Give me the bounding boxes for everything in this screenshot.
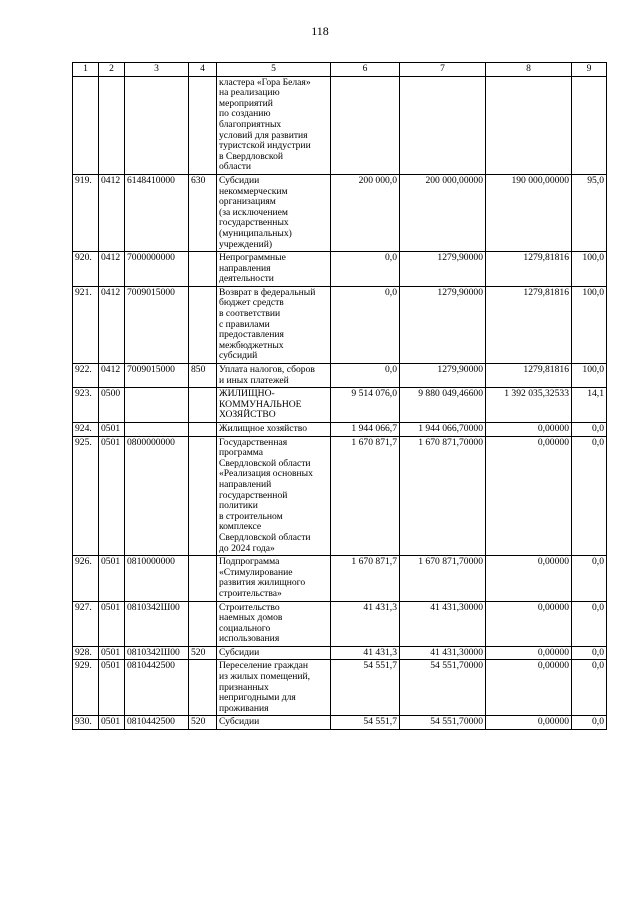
- approved-amount-cell: 0,0: [331, 286, 400, 363]
- description-cell: [217, 436, 331, 556]
- approved-amount-cell: 0,0: [331, 252, 400, 287]
- column-header-6: 6: [331, 63, 400, 77]
- description-line: межбюджетных: [219, 339, 284, 351]
- section-code-cell: 0412: [99, 252, 125, 287]
- description-line: Государственная: [219, 436, 288, 448]
- section-code-cell: 0500: [99, 388, 125, 423]
- description-line: непригодными для: [219, 692, 296, 704]
- target-article-cell: [125, 76, 189, 174]
- target-article-cell: 6148410000: [125, 174, 189, 251]
- approved-amount-cell: 41 431,3: [331, 646, 400, 660]
- refined-amount-cell: 1 944 066,70000: [400, 423, 486, 437]
- expense-type-cell: 850: [189, 364, 217, 388]
- table-row: [73, 716, 607, 730]
- column-header-7: 7: [400, 63, 486, 77]
- description-line: «Стимулирование: [219, 566, 293, 578]
- section-code-cell: 0412: [99, 364, 125, 388]
- target-article-cell: 0810442500: [125, 660, 189, 716]
- description-line: Свердловской области: [219, 531, 311, 543]
- column-header-3: 3: [125, 63, 189, 77]
- expense-type-cell: [189, 286, 217, 363]
- row-number-cell: 926.: [73, 556, 99, 601]
- target-article-cell: 7009015000: [125, 364, 189, 388]
- section-code-cell: 0501: [99, 436, 125, 556]
- expense-type-cell: [189, 556, 217, 601]
- executed-amount-cell: 1 392 035,32533: [486, 388, 572, 423]
- table-row: [73, 423, 607, 437]
- execution-percent-cell: 0,0: [572, 716, 607, 730]
- description-line: проживания: [219, 702, 269, 714]
- column-header-4: 4: [189, 63, 217, 77]
- executed-amount-cell: 0,00000: [486, 646, 572, 660]
- column-header-2: 2: [99, 63, 125, 77]
- target-article-cell: 7009015000: [125, 286, 189, 363]
- execution-percent-cell: 0,0: [572, 556, 607, 601]
- description-line: комплексе: [219, 521, 262, 533]
- table-row: [73, 388, 607, 423]
- section-code-cell: 0501: [99, 556, 125, 601]
- description-line: области: [219, 161, 252, 173]
- expense-type-cell: 520: [189, 646, 217, 660]
- description-line: кластера «Гора Белая»: [219, 76, 311, 88]
- table-row: [73, 252, 607, 287]
- row-number-cell: 925.: [73, 436, 99, 556]
- description-line: и иных платежей: [219, 374, 289, 386]
- expense-type-cell: 630: [189, 174, 217, 251]
- description-cell: [217, 716, 331, 730]
- approved-amount-cell: 0,0: [331, 364, 400, 388]
- description-line: в строительном: [219, 510, 283, 522]
- description-cell: [217, 252, 331, 287]
- description-line: в Свердловской: [219, 150, 284, 162]
- refined-amount-cell: 1279,90000: [400, 364, 486, 388]
- execution-percent-cell: 100,0: [572, 364, 607, 388]
- approved-amount-cell: 54 551,7: [331, 660, 400, 716]
- description-cell: [217, 601, 331, 646]
- refined-amount-cell: 1 670 871,70000: [400, 436, 486, 556]
- description-line: организациям: [219, 196, 276, 208]
- execution-percent-cell: 95,0: [572, 174, 607, 251]
- execution-percent-cell: 0,0: [572, 436, 607, 556]
- executed-amount-cell: 190 000,00000: [486, 174, 572, 251]
- approved-amount-cell: 1 670 871,7: [331, 436, 400, 556]
- approved-amount-cell: 1 670 871,7: [331, 556, 400, 601]
- executed-amount-cell: 0,00000: [486, 660, 572, 716]
- description-line: субсидий: [219, 350, 258, 362]
- description-line: «Реализация основных: [219, 468, 313, 480]
- approved-amount-cell: 200 000,0: [331, 174, 400, 251]
- approved-amount-cell: 54 551,7: [331, 716, 400, 730]
- description-line: Непрограммные: [219, 252, 286, 264]
- table-row: [73, 660, 607, 716]
- executed-amount-cell: 0,00000: [486, 556, 572, 601]
- description-line: предоставления: [219, 329, 284, 341]
- target-article-cell: 0810000000: [125, 556, 189, 601]
- target-article-cell: [125, 423, 189, 437]
- description-line: ХОЗЯЙСТВО: [219, 409, 276, 421]
- target-article-cell: 0810442500: [125, 716, 189, 730]
- column-header-9: 9: [572, 63, 607, 77]
- section-code-cell: 0501: [99, 601, 125, 646]
- description-line: Уплата налогов, сборов: [219, 364, 315, 376]
- description-line: из жилых помещений,: [219, 671, 311, 683]
- refined-amount-cell: 200 000,00000: [400, 174, 486, 251]
- execution-percent-cell: 0,0: [572, 646, 607, 660]
- expense-type-cell: 520: [189, 716, 217, 730]
- description-cell: [217, 556, 331, 601]
- description-line: Жилищное хозяйство: [219, 423, 308, 434]
- description-cell: [217, 364, 331, 388]
- description-line: наемных домов: [219, 612, 283, 624]
- description-cell: [217, 174, 331, 251]
- approved-amount-cell: 1 944 066,7: [331, 423, 400, 437]
- refined-amount-cell: 9 880 049,46600: [400, 388, 486, 423]
- execution-percent-cell: 100,0: [572, 286, 607, 363]
- refined-amount-cell: 41 431,30000: [400, 646, 486, 660]
- row-number-cell: 919.: [73, 174, 99, 251]
- section-code-cell: 0501: [99, 646, 125, 660]
- description-cell: [217, 646, 331, 660]
- target-article-cell: 0800000000: [125, 436, 189, 556]
- expense-type-cell: [189, 252, 217, 287]
- description-line: на реализацию: [219, 87, 280, 99]
- description-line: использования: [219, 633, 280, 645]
- description-line: Строительство: [219, 601, 280, 613]
- row-number-cell: 928.: [73, 646, 99, 660]
- target-article-cell: 0810342Ш00: [125, 601, 189, 646]
- approved-amount-cell: 9 514 076,0: [331, 388, 400, 423]
- column-header-8: 8: [486, 63, 572, 77]
- section-code-cell: [99, 76, 125, 174]
- description-cell: [217, 388, 331, 423]
- execution-percent-cell: 0,0: [572, 660, 607, 716]
- page-number: 118: [311, 24, 329, 38]
- description-line: КОММУНАЛЬНОЕ: [219, 398, 302, 410]
- executed-amount-cell: 1279,81816: [486, 252, 572, 287]
- description-line: учреждений): [219, 238, 273, 250]
- refined-amount-cell: 1279,90000: [400, 252, 486, 287]
- description-line: Свердловской области: [219, 457, 311, 469]
- description-line: Субсидии: [219, 646, 260, 658]
- section-code-cell: 0501: [99, 716, 125, 730]
- description-line: Подпрограмма: [219, 556, 280, 568]
- table-row: [73, 601, 607, 646]
- description-line: строительства»: [219, 587, 282, 599]
- description-line: развития жилищного: [219, 577, 306, 589]
- description-line: Переселение граждан: [219, 660, 308, 672]
- description-line: (за исключением: [219, 206, 288, 218]
- column-header-1: 1: [73, 63, 99, 77]
- description-line: Возврат в федеральный: [219, 286, 316, 298]
- row-number-cell: 924.: [73, 423, 99, 437]
- row-number-cell: 922.: [73, 364, 99, 388]
- description-cell: [217, 76, 331, 174]
- description-line: направления: [219, 262, 271, 274]
- description-cell: [217, 660, 331, 716]
- row-number-cell: [73, 76, 99, 174]
- description-line: Субсидии: [219, 716, 260, 728]
- executed-amount-cell: 0,00000: [486, 436, 572, 556]
- description-line: бюджет средств: [219, 297, 284, 309]
- description-line: (муниципальных): [219, 227, 292, 239]
- description-line: до 2024 года»: [219, 542, 275, 554]
- row-number-cell: 930.: [73, 716, 99, 730]
- target-article-cell: 0810342Ш00: [125, 646, 189, 660]
- executed-amount-cell: 0,00000: [486, 423, 572, 437]
- row-number-cell: 921.: [73, 286, 99, 363]
- row-number-cell: 927.: [73, 601, 99, 646]
- description-line: политики: [219, 500, 258, 512]
- expense-type-cell: [189, 601, 217, 646]
- execution-percent-cell: 0,0: [572, 601, 607, 646]
- execution-percent-cell: 14,1: [572, 388, 607, 423]
- table-row: [73, 436, 607, 556]
- refined-amount-cell: 54 551,70000: [400, 660, 486, 716]
- executed-amount-cell: 0,00000: [486, 601, 572, 646]
- executed-amount-cell: [486, 76, 572, 174]
- row-number-cell: 929.: [73, 660, 99, 716]
- section-code-cell: 0412: [99, 174, 125, 251]
- description-cell: [217, 423, 331, 437]
- description-line: социального: [219, 622, 271, 634]
- execution-percent-cell: 100,0: [572, 252, 607, 287]
- expense-type-cell: [189, 436, 217, 556]
- description-line: программа: [219, 447, 264, 459]
- expense-type-cell: [189, 660, 217, 716]
- executed-amount-cell: 0,00000: [486, 716, 572, 730]
- description-cell: [217, 286, 331, 363]
- description-line: с правилами: [219, 318, 270, 330]
- description-line: мероприятий: [219, 97, 273, 109]
- description-line: Субсидии: [219, 174, 260, 186]
- execution-percent-cell: [572, 76, 607, 174]
- description-line: некоммерческим: [219, 185, 288, 197]
- description-line: деятельности: [219, 273, 274, 285]
- expense-type-cell: [189, 76, 217, 174]
- table-row: [73, 174, 607, 251]
- section-code-cell: 0412: [99, 286, 125, 363]
- refined-amount-cell: 1 670 871,70000: [400, 556, 486, 601]
- description-line: государственных: [219, 217, 289, 229]
- target-article-cell: 7000000000: [125, 252, 189, 287]
- description-line: туристской индустрии: [219, 140, 311, 152]
- table-row: [73, 556, 607, 601]
- execution-percent-cell: 0,0: [572, 423, 607, 437]
- header-row: [73, 63, 607, 77]
- row-number-cell: 923.: [73, 388, 99, 423]
- expense-type-cell: [189, 388, 217, 423]
- section-code-cell: 0501: [99, 423, 125, 437]
- table-row: [73, 646, 607, 660]
- table-row: [73, 364, 607, 388]
- refined-amount-cell: 1279,90000: [400, 286, 486, 363]
- description-line: в соответствии: [219, 308, 281, 320]
- row-number-cell: 920.: [73, 252, 99, 287]
- approved-amount-cell: 41 431,3: [331, 601, 400, 646]
- executed-amount-cell: 1279,81816: [486, 286, 572, 363]
- description-line: ЖИЛИЩНО-: [219, 388, 275, 400]
- description-line: направлений: [219, 478, 272, 490]
- expense-type-cell: [189, 423, 217, 437]
- description-line: условий для развития: [219, 129, 308, 141]
- section-code-cell: 0501: [99, 660, 125, 716]
- column-header-5: 5: [217, 63, 331, 77]
- budget-table: [72, 62, 607, 730]
- description-line: благоприятных: [219, 118, 282, 130]
- refined-amount-cell: [400, 76, 486, 174]
- approved-amount-cell: [331, 76, 400, 174]
- target-article-cell: [125, 388, 189, 423]
- refined-amount-cell: 41 431,30000: [400, 601, 486, 646]
- table-body: [73, 76, 607, 729]
- refined-amount-cell: 54 551,70000: [400, 716, 486, 730]
- table-row: [73, 286, 607, 363]
- description-line: государственной: [219, 489, 288, 501]
- description-line: признанных: [219, 681, 269, 693]
- table-row: [73, 76, 607, 174]
- description-line: по созданию: [219, 108, 271, 120]
- executed-amount-cell: 1279,81816: [486, 364, 572, 388]
